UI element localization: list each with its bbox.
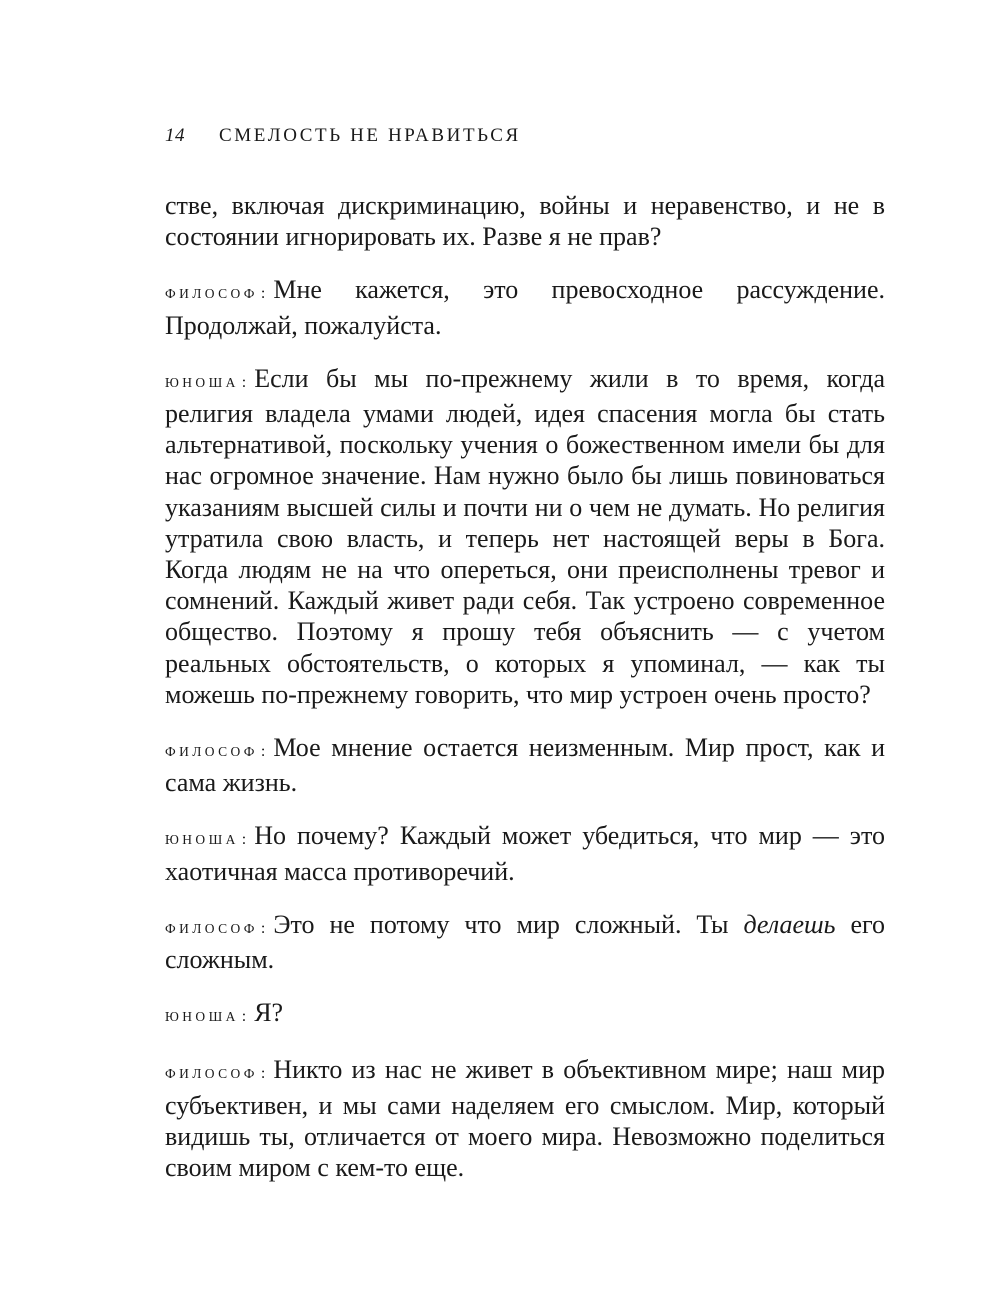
speaker-label: ФИЛОСОФ — [165, 744, 258, 760]
speaker-label: ЮНОША — [165, 374, 239, 390]
paragraph-text: стве, включая дискриминацию, войны и неравенство, и не в состоянии игнорировать их. Разве я не прав? — [165, 191, 885, 252]
paragraph-text: Я? — [254, 998, 284, 1028]
paragraph-text: Мне кажется, это превосходное рассуждение. Продолжай, пожалуйста. — [165, 275, 885, 340]
paragraph-text: Мое мнение остается неизменным. Мир прост, как и сама жизнь. — [165, 733, 885, 798]
speaker-label: ФИЛОСОФ — [165, 1066, 258, 1082]
paragraph: ФИЛОСОФ : Никто из нас не живет в объективном мире; наш мир субъективен, и мы сами наделяем его смыслом. Мир, который видишь ты, отличается от моего мира. Невозможно поделиться своим миром с кем-то еще. — [165, 1055, 885, 1183]
speaker-label: ЮНОША — [165, 832, 239, 848]
page-number: 14 — [165, 125, 185, 146]
paragraph: ЮНОША : Я? — [165, 998, 284, 1028]
book-title: СМЕЛОСТЬ НЕ НРАВИТЬСЯ — [219, 125, 521, 146]
paragraph-text: Это не потому что мир сложный. Ты — [273, 909, 744, 939]
paragraph-text: Но почему? Каждый может убедиться, что мир — это хаотичная масса противоречий. — [165, 821, 885, 886]
dialogue-text — [165, 190, 885, 1183]
paragraph: ЮНОША : Если бы мы по-прежнему жили в то время, когда религия владела умами людей, идея спасения могла бы стать альтернативой, поскольку учения о божественном имели бы для нас огромное значение. Нам нужно было бы лишь повиноваться указаниям высшей силы и почти ни о чем не думать. Но религия утратила свою власть, и теперь нет настоящей веры в Бога. Когда людям не на что опереться, они преисполнены тревог и сомнений. Каждый живет ради себя. Так устроено современное общество. Поэтому я прошу тебя объяснить — с учетом реальных обстоятельств, о которых я упоминал, — как ты можешь по-прежнему говорить, что мир устроен очень просто? — [165, 363, 885, 709]
speaker-label: ЮНОША — [165, 1009, 239, 1025]
speaker-label: ФИЛОСОФ — [165, 286, 258, 302]
book-page — [165, 122, 885, 1205]
running-head — [165, 122, 885, 150]
paragraph — [165, 190, 885, 252]
emphasized-word: делаешь — [743, 909, 836, 939]
paragraph: ФИЛОСОФ : Мне кажется, это превосходное рассуждение. Продолжай, пожалуйста. — [165, 275, 885, 340]
paragraph: ЮНОША : Но почему? Каждый может убедиться, что мир — это хаотичная масса противоречий. — [165, 821, 885, 886]
paragraph-text: Если бы мы по-прежнему жили в то время, когда религия владела умами людей, идея спасения могла бы стать альтернативой, поскольку учения о божественном имели бы для нас огромное значение. Нам нужно было бы лишь повиноваться указаниям высшей силы и почти ни о чем не думать. Но религия утратила свою власть, и теперь нет настоящей веры в Бога. Когда людям не на что опереться, они преисполнены тревог и сомнений. Каждый живет ради себя. Так устроено современное общество. Поэтому я прошу тебя объяснить — с учетом реальных обстоятельств, о которых я упоминал, — как ты можешь по-прежнему говорить, что мир устроен очень просто? — [165, 363, 885, 709]
speaker-label: ФИЛОСОФ — [165, 920, 258, 936]
paragraph: ФИЛОСОФ : Мое мнение остается неизменным. Мир прост, как и сама жизнь. — [165, 733, 885, 798]
paragraph-text: его сложным. — [165, 909, 885, 975]
paragraph: ФИЛОСОФ : Это не потому что мир сложный. Ты делаешь его сложным. — [165, 909, 885, 975]
paragraph-text: Никто из нас не живет в объективном мире; наш мир субъективен, и мы сами наделяем его смыслом. Мир, который видишь ты, отличается от моего мира. Невозможно поделиться своим миром с кем-то еще. — [165, 1055, 885, 1183]
